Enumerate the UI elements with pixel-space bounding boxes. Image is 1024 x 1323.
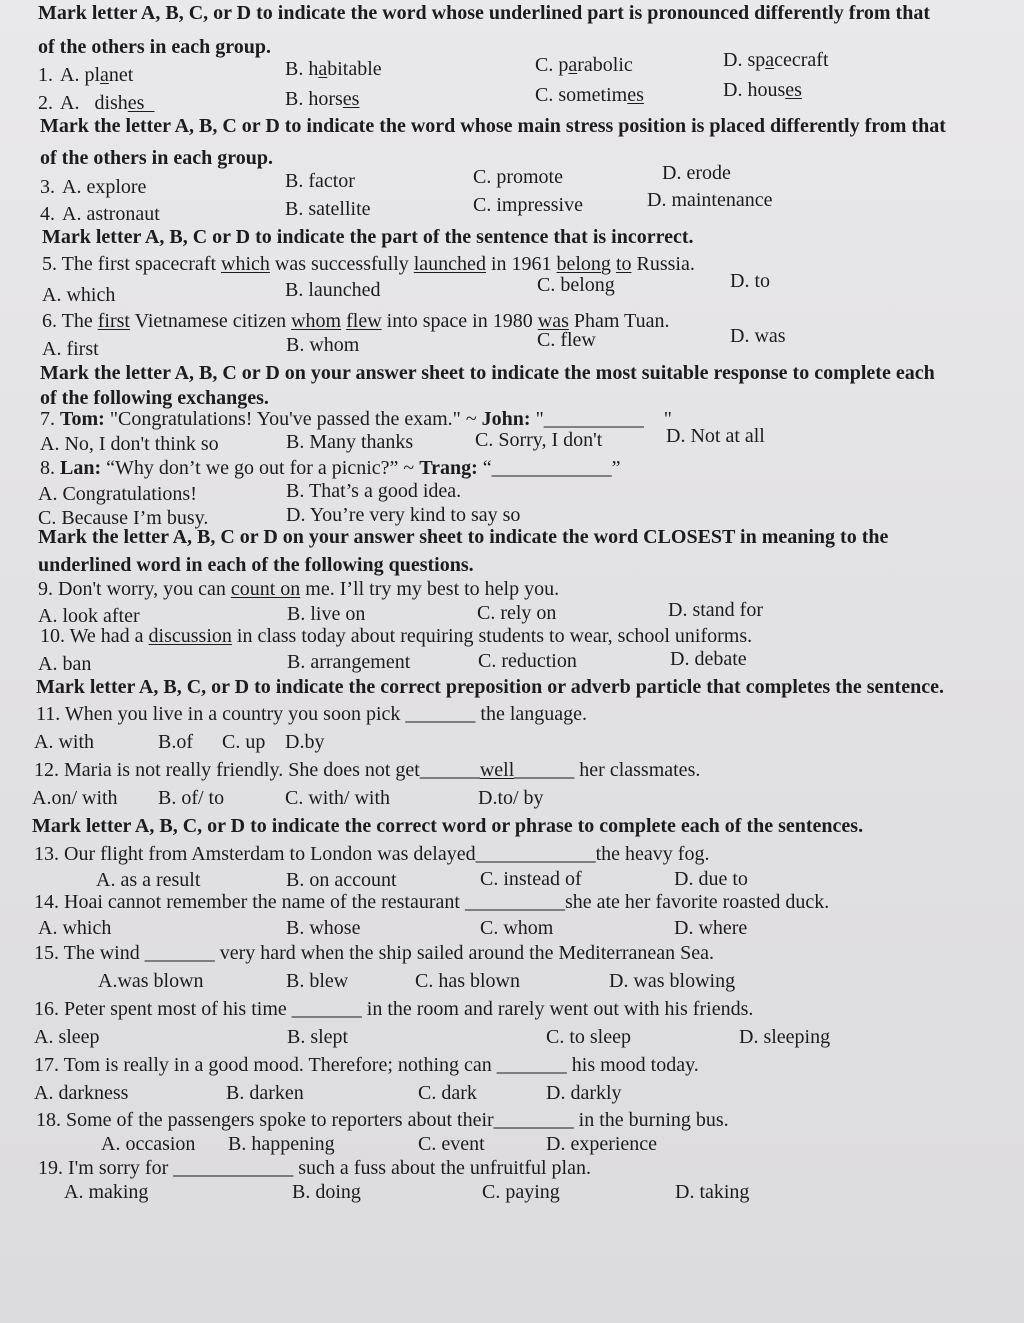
instruction-text: of the others in each group.	[40, 147, 273, 169]
question-text: 16. Peter spent most of his time _______ in the room and rarely went out with his friends.	[34, 998, 754, 1020]
option-d: D. experience	[546, 1133, 658, 1155]
instruction-text: Mark the letter A, B, C or D on your answer sheet to indicate the word CLOSEST in meaning to the	[38, 526, 889, 548]
section-7-instruction	[0, 813, 1024, 839]
question-10-stem	[0, 623, 1024, 649]
question-12-options	[0, 785, 1024, 811]
question-19-options	[0, 1179, 1024, 1205]
option-c: C. reduction	[478, 650, 577, 672]
question-number: 2.	[38, 92, 53, 114]
question-8-stem	[0, 455, 1024, 481]
section-5-instruction-line-1	[0, 528, 1024, 554]
question-text: 18. Some of the passengers spoke to reporters about their________ in the burning bus.	[36, 1109, 729, 1131]
option-a: A. ban	[38, 653, 92, 675]
option-d: D.by	[285, 731, 325, 753]
option-d: D. taking	[675, 1181, 750, 1203]
option-b: B. blew	[286, 970, 349, 992]
question-16-stem	[0, 996, 1024, 1022]
option-a: A. planet	[60, 64, 134, 86]
option-a: A. occasion	[101, 1133, 196, 1155]
option-d: D. where	[674, 917, 748, 939]
option-b: B. satellite	[285, 198, 371, 220]
option-d: D. due to	[674, 868, 748, 890]
question-17-stem	[0, 1052, 1024, 1078]
option-a: A.was blown	[98, 970, 204, 992]
option-c: C. Sorry, I don't	[475, 429, 603, 451]
option-b: B. factor	[285, 170, 355, 192]
option-c: C. to sleep	[546, 1026, 631, 1048]
question-19-stem	[0, 1155, 1024, 1181]
option-a: A. first	[42, 338, 99, 360]
option-c: C. dark	[418, 1082, 477, 1104]
option-b: B. Many thanks	[286, 431, 414, 453]
question-number: 1.	[38, 64, 53, 86]
option-a: A. which	[38, 917, 112, 939]
option-d: D. You’re very kind to say so	[286, 504, 521, 526]
option-a: A. No, I don't think so	[40, 433, 219, 455]
section-5-instruction-line-2	[0, 552, 1024, 578]
option-a: A. as a result	[96, 869, 201, 891]
option-b: B. That’s a good idea.	[286, 480, 462, 502]
question-text: 19. I'm sorry for ____________ such a fuss about the unfruitful plan.	[38, 1157, 591, 1179]
option-c: C. whom	[480, 917, 554, 939]
question-text: 6. The first Vietnamese citizen whom flew into space in 1980 was Pham Tuan.	[42, 310, 670, 332]
question-12-stem	[0, 757, 1024, 783]
instruction-text: Mark letter A, B, C or D to indicate the part of the sentence that is incorrect.	[42, 226, 694, 248]
section-4-instruction-line-1	[0, 360, 1024, 386]
option-d: D. was blowing	[609, 970, 736, 992]
option-d: D. stand for	[668, 599, 763, 621]
instruction-text: Mark letter A, B, C, or D to indicate the correct word or phrase to complete each of the sentences.	[32, 815, 864, 837]
option-b: B. happening	[228, 1133, 335, 1155]
option-c: C. has blown	[415, 970, 520, 992]
option-a: A. with	[34, 731, 94, 753]
option-c: C. instead of	[480, 868, 582, 890]
option-d: D. to	[730, 270, 770, 292]
question-text: 5. The first spacecraft which was successfully launched in 1961 belong to Russia.	[42, 253, 695, 275]
option-a: A. dishes	[60, 92, 145, 114]
option-b: B. horses	[285, 88, 360, 110]
option-b: B. launched	[285, 279, 381, 301]
question-text: 14. Hoai cannot remember the name of the restaurant __________she ate her favorite roasted duck.	[34, 891, 830, 913]
instruction-text: Mark the letter A, B, C or D on your answer sheet to indicate the most suitable response to complete each	[40, 362, 935, 384]
question-text: 9. Don't worry, you can count on me. I’ll try my best to help you.	[38, 578, 560, 600]
question-text: 13. Our flight from Amsterdam to London was delayed____________the heavy fog.	[34, 843, 710, 865]
option-a: A. astronaut	[62, 203, 160, 225]
instruction-text: of the others in each group.	[38, 36, 271, 58]
option-c: C. sometimes	[535, 84, 644, 106]
question-16-options	[0, 1024, 1024, 1050]
option-d: D. Not at all	[666, 425, 765, 447]
question-9-stem	[0, 576, 1024, 602]
question-6-stem	[0, 308, 1024, 334]
question-6-options	[0, 325, 1024, 362]
option-c: C. with/ with	[285, 787, 391, 809]
question-11-stem	[0, 701, 1024, 727]
instruction-text: Mark the letter A, B, C or D to indicate the word whose main stress position is placed differently from that	[40, 115, 946, 137]
option-b: B. whose	[286, 917, 361, 939]
option-b: B. on account	[286, 869, 397, 891]
option-b: B.of	[158, 731, 193, 753]
option-d: D. houses	[723, 79, 802, 101]
option-c: C. flew	[537, 329, 596, 351]
question-number: 3.	[40, 176, 55, 198]
option-a: A. making	[64, 1181, 149, 1203]
option-a: A.on/ with	[32, 787, 118, 809]
question-7-options	[0, 425, 1024, 457]
option-d: D. spacecraft	[723, 49, 829, 71]
option-d: D. debate	[670, 648, 747, 670]
option-c: C. promote	[473, 166, 563, 188]
question-text: 8. Lan: “Why don’t we go out for a picnic?” ~ Trang: “____________”	[40, 457, 621, 479]
instruction-text: Mark letter A, B, C, or D to indicate the correct preposition or adverb particle that completes the sentence.	[36, 676, 944, 698]
question-18-stem	[0, 1107, 1024, 1133]
question-5-stem	[0, 251, 1024, 277]
option-a: A. sleep	[34, 1026, 100, 1048]
question-18-options	[0, 1131, 1024, 1157]
option-b: B. darken	[226, 1082, 304, 1104]
option-a: A. explore	[62, 176, 147, 198]
option-c: C. impressive	[473, 194, 583, 216]
section-3-instruction	[0, 224, 1024, 250]
section-1-instruction-line-1	[0, 0, 1024, 26]
option-c: C. parabolic	[535, 54, 633, 76]
option-d: D. maintenance	[647, 189, 773, 211]
option-d: D. sleeping	[739, 1026, 831, 1048]
section-1-instruction-line-2	[0, 34, 1024, 60]
option-b: B. live on	[287, 603, 366, 625]
option-b: B. slept	[287, 1026, 349, 1048]
instruction-text: underlined word in each of the following questions.	[38, 554, 474, 576]
option-c: C. paying	[482, 1181, 560, 1203]
instruction-text: of the following exchanges.	[40, 387, 269, 409]
question-text: 17. Tom is really in a good mood. Therefore; nothing can _______ his mood today.	[34, 1054, 699, 1076]
question-14-stem	[0, 889, 1024, 915]
question-17-options	[0, 1080, 1024, 1106]
option-a: A. Congratulations!	[38, 483, 197, 505]
question-1	[0, 49, 1024, 88]
option-d: D. erode	[662, 162, 731, 184]
question-5-options	[0, 270, 1024, 308]
option-c: C. rely on	[477, 602, 557, 624]
option-a: A. look after	[38, 605, 140, 627]
option-b: B. arrangement	[287, 651, 411, 673]
option-c: C. event	[418, 1133, 485, 1155]
option-b: B. habitable	[285, 58, 382, 80]
option-b: B. of/ to	[158, 787, 225, 809]
option-c: C. Because I’m busy.	[38, 507, 209, 529]
question-text: 12. Maria is not really friendly. She does not get______well______ her classmates.	[34, 759, 701, 781]
option-d: D.to/ by	[478, 787, 544, 809]
option-b: B. whom	[286, 334, 360, 356]
option-b: B. doing	[292, 1181, 361, 1203]
question-11-options	[0, 729, 1024, 755]
option-d: D. was	[730, 325, 786, 347]
question-14-options	[0, 915, 1024, 941]
question-number: 4.	[40, 203, 55, 225]
option-a: A. which	[42, 284, 116, 306]
section-2-instruction-line-1	[0, 113, 1024, 139]
question-text: 7. Tom: "Congratulations! You've passed the exam." ~ John: "__________ "	[40, 408, 672, 430]
question-text: 15. The wind _______ very hard when the ship sailed around the Mediterranean Sea.	[34, 942, 715, 964]
option-a: A. darkness	[34, 1082, 129, 1104]
question-15-stem	[0, 940, 1024, 966]
section-6-instruction	[0, 674, 1024, 700]
question-text: 11. When you live in a country you soon pick _______ the language.	[36, 703, 588, 725]
question-13-stem	[0, 841, 1024, 867]
option-c: C. up	[222, 731, 266, 753]
option-d: D. darkly	[546, 1082, 622, 1104]
question-15-options	[0, 968, 1024, 994]
instruction-text: Mark letter A, B, C, or D to indicate the word whose underlined part is pronounced differently from that	[38, 2, 931, 24]
question-text: 10. We had a discussion in class today about requiring students to wear, school uniforms.	[40, 625, 753, 647]
option-c: C. belong	[537, 274, 615, 296]
